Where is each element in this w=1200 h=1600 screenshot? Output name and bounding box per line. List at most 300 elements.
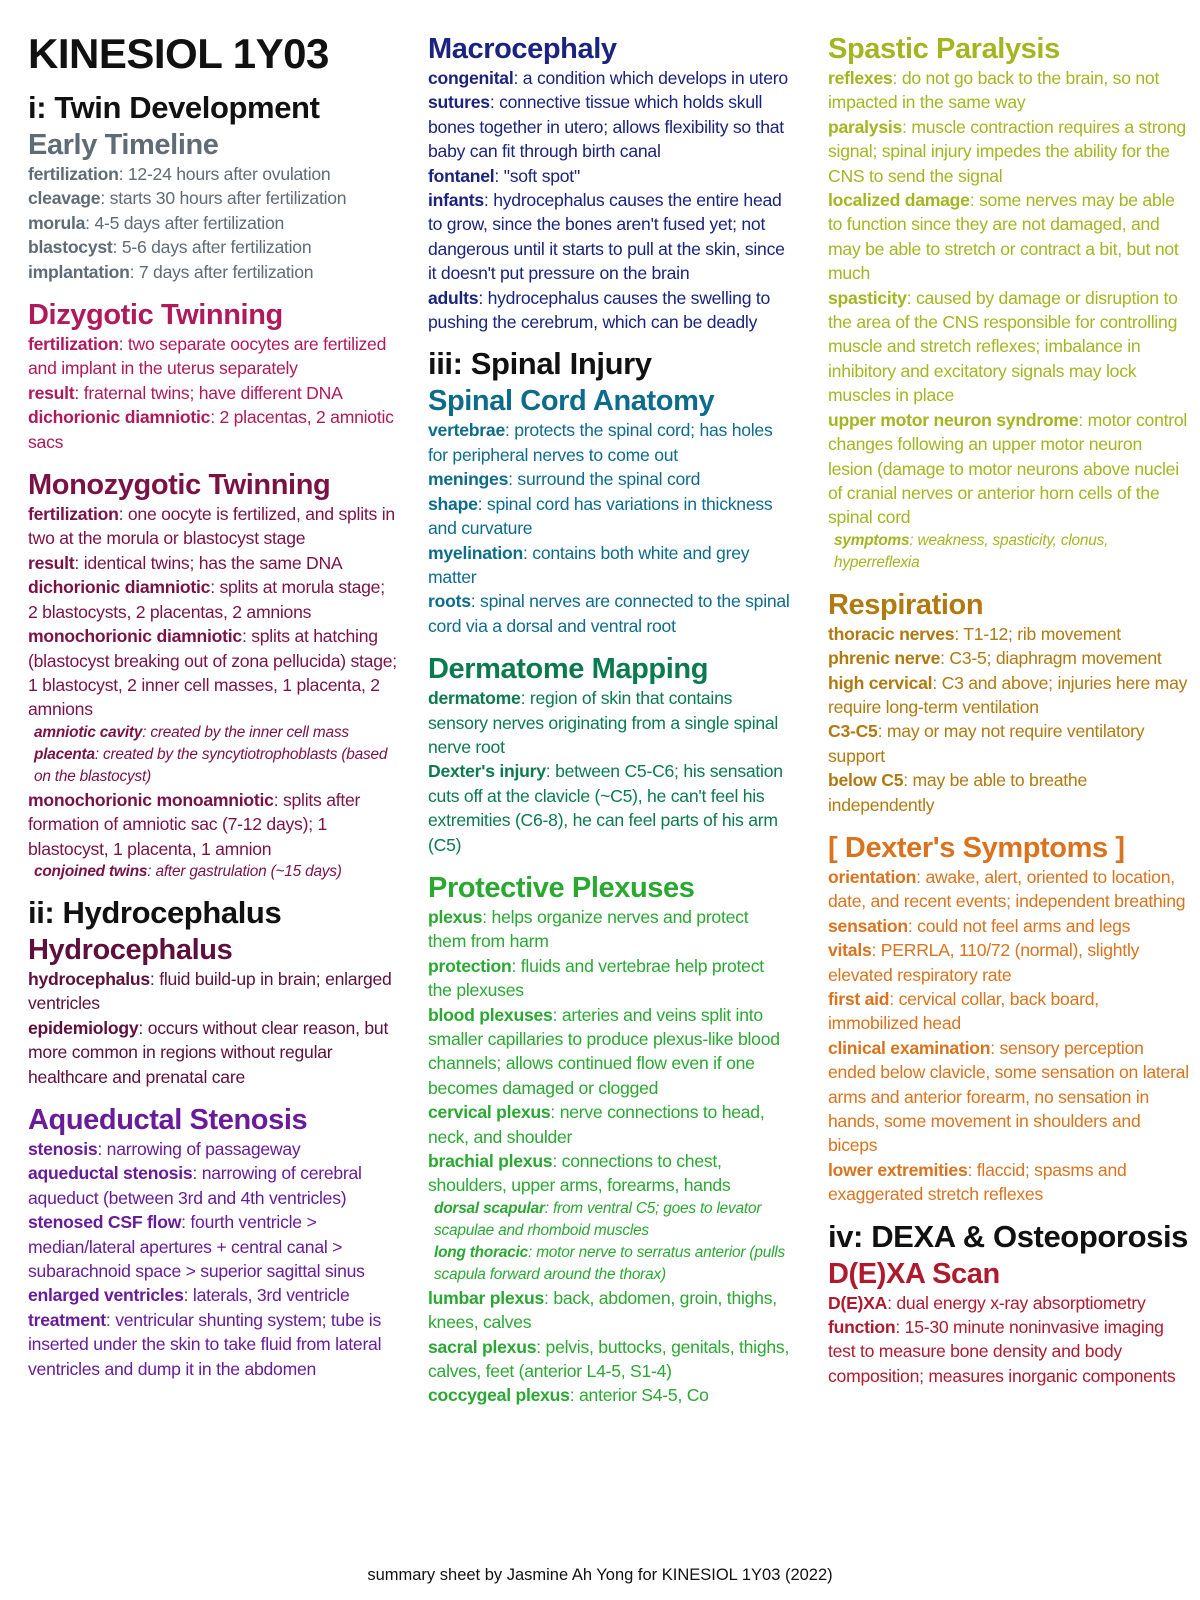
term-separator: : bbox=[482, 906, 492, 927]
term: sacral plexus bbox=[428, 1336, 537, 1357]
term: cervical plexus bbox=[428, 1102, 551, 1123]
term: orientation bbox=[828, 866, 917, 887]
section-early-timeline bbox=[28, 128, 398, 284]
column-1 bbox=[28, 30, 398, 1381]
definition: laterals, 3rd ventricle bbox=[192, 1285, 350, 1306]
term: coccygeal plexus bbox=[428, 1385, 570, 1406]
term-separator: : bbox=[892, 68, 902, 88]
term: fontanel bbox=[428, 165, 495, 186]
term: infants bbox=[428, 190, 484, 211]
term-separator: : bbox=[990, 1037, 1000, 1058]
term-separator: : bbox=[210, 407, 220, 428]
definition: splits after formation of amniotic sac (7-12 days); 1 blastocyst, 1 placenta, 1 amnion bbox=[28, 789, 361, 859]
term: function bbox=[828, 1317, 896, 1338]
term: dermatome bbox=[428, 688, 521, 709]
term: shape bbox=[428, 493, 478, 514]
term-separator: : bbox=[100, 188, 110, 209]
term-separator: : bbox=[954, 623, 964, 644]
term-entry bbox=[428, 418, 790, 467]
term: amniotic cavity bbox=[34, 723, 143, 741]
spacer bbox=[428, 857, 790, 869]
term-separator: : bbox=[489, 92, 500, 113]
part-heading: ii: Hydrocephalus bbox=[28, 894, 282, 930]
definition: "soft spot" bbox=[503, 165, 580, 186]
term-entry bbox=[428, 1149, 790, 1198]
term-entry bbox=[28, 788, 398, 861]
term: dichorionic diamniotic bbox=[28, 407, 211, 428]
term-entry bbox=[28, 211, 398, 235]
term: morula bbox=[28, 212, 86, 233]
term-separator: : bbox=[907, 915, 918, 936]
term-entry bbox=[828, 1158, 1190, 1207]
definition: created by the syncytiotrophoblasts (based on the blastocyst) bbox=[34, 745, 388, 785]
term-entry bbox=[828, 768, 1190, 817]
definition: identical twins; has the same DNA bbox=[83, 552, 343, 573]
term-separator: : bbox=[569, 1385, 579, 1406]
term-separator: : bbox=[1078, 409, 1088, 430]
definition: dual energy x-ray absorptiometry bbox=[896, 1292, 1146, 1313]
term-entry bbox=[828, 286, 1190, 408]
term-entry bbox=[428, 164, 790, 188]
term-separator: : bbox=[528, 1243, 537, 1261]
term-separator: : bbox=[504, 420, 515, 441]
term-entry bbox=[28, 551, 398, 575]
term-entry bbox=[828, 66, 1190, 115]
term-entry bbox=[428, 759, 790, 857]
term-separator: : bbox=[118, 164, 128, 184]
section-heading: Respiration bbox=[828, 588, 984, 621]
term-separator: : bbox=[940, 648, 950, 669]
term-separator: : bbox=[112, 237, 122, 258]
note-item bbox=[428, 1198, 790, 1242]
term-entry bbox=[28, 405, 398, 454]
definition: cervical collar, back board, immobilized head bbox=[828, 989, 1099, 1034]
term-separator: : bbox=[969, 190, 979, 211]
section-heading: Spinal Cord Anatomy bbox=[428, 385, 715, 418]
definition: created by the inner cell mass bbox=[150, 723, 349, 741]
document-title: KINESIOL 1Y03 bbox=[28, 30, 329, 77]
spacer bbox=[28, 454, 398, 466]
definition: pelvis, buttocks, genitals, thighs, calves, feet (anterior L4-5, S1-4) bbox=[428, 1336, 790, 1382]
spacer bbox=[828, 574, 1190, 586]
term-separator: : bbox=[97, 1138, 107, 1159]
definition: splits at hatching (blastocyst breaking out of zona pellucida) stage; 1 blastocyst, 2 inner cell masses, 1 placenta, 2 amnions bbox=[28, 626, 397, 720]
note-item bbox=[28, 861, 398, 883]
definition: 15-30 minute noninvasive imaging test to measure bone density and body composition; measures inorganic components bbox=[828, 1317, 1176, 1386]
term-entry bbox=[428, 90, 790, 163]
spacer bbox=[28, 883, 398, 895]
section-protective-plexuses bbox=[428, 871, 790, 1408]
term-separator: : bbox=[520, 688, 530, 709]
definition: narrowing of passageway bbox=[106, 1138, 301, 1159]
term-separator: : bbox=[967, 1159, 977, 1180]
term-entry bbox=[28, 1210, 398, 1283]
term-separator: : bbox=[74, 382, 84, 403]
term: spasticity bbox=[828, 287, 907, 308]
term: protection bbox=[428, 955, 512, 976]
section-spastic-paralysis bbox=[828, 32, 1190, 574]
definition: fluids and vertebrae help protect the plexuses bbox=[428, 955, 764, 1001]
term: result bbox=[28, 552, 75, 573]
definition: a condition which develops in utero bbox=[522, 68, 788, 88]
section-heading: Spastic Paralysis bbox=[828, 33, 1060, 65]
section-aqueductal-stenosis bbox=[28, 1103, 398, 1381]
definition: between C5-C6; his sensation cuts off at the clavicle (~C5), he can't feel his extremities (C6-8), he can feel parts of his arm (C5) bbox=[428, 761, 783, 855]
term: treatment bbox=[28, 1309, 106, 1330]
part-heading: iv: DEXA & Osteoporosis bbox=[828, 1218, 1188, 1254]
section-heading: [ Dexter's Symptoms ] bbox=[828, 831, 1125, 864]
term-entry bbox=[28, 1016, 398, 1089]
definition: sensory perception ended below clavicle, some sensation on lateral arms and anterior forearm, no sensation in hands, some movement in shoulders and biceps bbox=[828, 1037, 1189, 1156]
term: enlarged ventricles bbox=[28, 1285, 184, 1306]
definition: may or may not require ventilatory support bbox=[828, 721, 1145, 766]
term-separator: : bbox=[544, 1287, 554, 1308]
term: roots bbox=[428, 591, 471, 612]
definition: muscle contraction requires a strong signal; spinal injury impedes the ability for the CNS to send the signal bbox=[828, 116, 1186, 186]
term: conjoined twins bbox=[34, 862, 148, 880]
definition: awake, alert, oriented to location, date, and recent events; independent breathing bbox=[828, 866, 1186, 912]
term: meninges bbox=[428, 469, 509, 490]
term-separator: : bbox=[916, 866, 926, 887]
term-entry bbox=[28, 186, 398, 210]
term: below C5 bbox=[828, 770, 904, 791]
definition: some nerves may be able to function since they are not damaged, and may be able to stretch or contract a bit, but not much bbox=[828, 190, 1179, 284]
term-entry bbox=[828, 188, 1190, 286]
definition: anterior S4-5, Co bbox=[579, 1385, 709, 1406]
section-dizygotic-twinning bbox=[28, 298, 398, 454]
term-entry bbox=[828, 408, 1190, 530]
term-separator: : bbox=[887, 1292, 897, 1313]
term-entry bbox=[828, 1315, 1190, 1388]
definition: hydrocephalus causes the entire head to grow, since the bones aren't fused yet; not dangerous until it starts to pull at the skin, since it doesn't put pressure on the brain bbox=[428, 190, 785, 284]
part-heading: i: Twin Development bbox=[28, 90, 320, 125]
term-separator: : bbox=[513, 68, 523, 88]
term: first aid bbox=[828, 989, 890, 1009]
section-heading: Dermatome Mapping bbox=[428, 653, 709, 686]
definition: C3-5; diaphragm movement bbox=[949, 648, 1162, 669]
term: sensation bbox=[828, 915, 908, 936]
spacer bbox=[428, 334, 790, 346]
term-separator: : bbox=[129, 261, 139, 282]
note-item bbox=[828, 530, 1190, 574]
section-hydrocephalus bbox=[28, 933, 398, 1089]
section-heading: Dizygotic Twinning bbox=[28, 299, 283, 332]
term-separator: : bbox=[74, 552, 84, 573]
definition: back, abdomen, groin, thighs, knees, calves bbox=[428, 1287, 777, 1333]
section-monozygotic-twinning bbox=[28, 468, 398, 883]
term: Dexter's injury bbox=[428, 761, 546, 782]
definition: fraternal twins; have different DNA bbox=[83, 382, 343, 403]
term-entry bbox=[428, 467, 790, 491]
term-entry bbox=[28, 502, 398, 551]
definition: PERRLA, 110/72 (normal), slightly elevated respiratory rate bbox=[828, 940, 1140, 985]
term: myelination bbox=[428, 542, 524, 563]
term: aqueductal stenosis bbox=[28, 1163, 193, 1184]
term-separator: : bbox=[241, 626, 252, 647]
term-separator: : bbox=[149, 968, 160, 989]
term-entry bbox=[828, 115, 1190, 188]
definition: region of skin that contains sensory nerves originating from a single spinal nerve root bbox=[428, 688, 779, 757]
term-entry bbox=[28, 575, 398, 624]
definition: spinal nerves are connected to the spinal cord via a dorsal and ventral root bbox=[428, 591, 790, 636]
term: lumbar plexus bbox=[428, 1287, 545, 1308]
term-entry bbox=[828, 622, 1190, 646]
definition: 12-24 hours after ovulation bbox=[127, 164, 331, 184]
term-separator: : bbox=[183, 1285, 193, 1306]
definition: T1-12; rib movement bbox=[963, 623, 1121, 644]
section-heading: Hydrocephalus bbox=[28, 933, 233, 966]
term-separator: : bbox=[877, 721, 887, 742]
term: thoracic nerves bbox=[828, 623, 955, 644]
term-separator: : bbox=[523, 542, 533, 563]
term-entry bbox=[28, 260, 398, 284]
term-separator: : bbox=[483, 190, 494, 211]
term-entry bbox=[28, 967, 398, 1016]
term: C3-C5 bbox=[828, 721, 878, 742]
definition: spinal cord has variations in thickness and curvature bbox=[428, 493, 773, 539]
definition: flaccid; spasms and exaggerated stretch reflexes bbox=[828, 1159, 1127, 1205]
term-separator: : bbox=[550, 1102, 560, 1123]
term-separator: : bbox=[889, 989, 899, 1009]
term-entry bbox=[828, 1291, 1190, 1315]
definition: 7 days after fertilization bbox=[138, 261, 314, 282]
section-heading: Monozygotic Twinning bbox=[28, 469, 331, 502]
definition: ventricular shunting system; tube is inserted under the skin to take fluid from lateral ventricles and dump it in the abdomen bbox=[28, 1309, 382, 1379]
term: phrenic nerve bbox=[828, 648, 941, 669]
term-entry bbox=[428, 1335, 790, 1384]
term: blood plexuses bbox=[428, 1004, 553, 1025]
term-separator: : bbox=[895, 1317, 905, 1338]
term: localized damage bbox=[828, 190, 970, 211]
term: congenital bbox=[428, 68, 514, 88]
section-heading: Aqueductal Stenosis bbox=[28, 1103, 308, 1136]
term-separator: : bbox=[478, 287, 488, 308]
term-entry bbox=[428, 286, 790, 335]
term: sutures bbox=[428, 92, 490, 113]
term-entry bbox=[828, 914, 1190, 938]
section-heading: Macrocephaly bbox=[428, 33, 617, 65]
term-separator: : bbox=[909, 531, 918, 549]
definition: 5-6 days after fertilization bbox=[121, 237, 312, 258]
term: placenta bbox=[34, 745, 95, 763]
term-separator: : bbox=[932, 672, 942, 693]
section-macrocephaly bbox=[428, 32, 790, 334]
term-separator: : bbox=[85, 212, 95, 233]
term-separator: : bbox=[273, 789, 283, 810]
term-separator: : bbox=[147, 862, 156, 880]
definition: occurs without clear reason, but more common in regions without regular healthcare and prenatal care bbox=[28, 1017, 389, 1087]
term: blastocyst bbox=[28, 237, 113, 258]
term: vitals bbox=[828, 940, 872, 961]
definition: helps organize nerves and protect them from harm bbox=[428, 906, 749, 952]
definition: splits at morula stage; 2 blastocysts, 2 placentas, 2 amnions bbox=[28, 577, 385, 622]
term: clinical examination bbox=[828, 1037, 991, 1058]
term-separator: : bbox=[118, 504, 128, 525]
term: plexus bbox=[428, 906, 483, 927]
definition: caused by damage or disruption to the area of the CNS responsible for controlling muscle and stretch reflexes; imbalance in inhibitory and excitatory signals may lock muscles in place bbox=[828, 287, 1178, 406]
term-entry bbox=[428, 188, 790, 286]
term-entry bbox=[428, 954, 790, 1003]
term-entry bbox=[428, 686, 790, 759]
definition: 2 placentas, 2 amniotic sacs bbox=[28, 407, 394, 452]
term-entry bbox=[428, 1383, 790, 1407]
definition: 4-5 days after fertilization bbox=[94, 212, 285, 233]
term-entry bbox=[28, 624, 398, 722]
term-entry bbox=[428, 1286, 790, 1335]
term: fertilization bbox=[28, 334, 119, 355]
term-separator: : bbox=[142, 723, 151, 741]
term-separator: : bbox=[138, 1017, 148, 1038]
section-respiration bbox=[828, 588, 1190, 817]
definition: could not feel arms and legs bbox=[917, 915, 1131, 936]
term-separator: : bbox=[118, 334, 128, 355]
term: upper motor neuron syndrome bbox=[828, 409, 1079, 430]
term-separator: : bbox=[902, 116, 912, 137]
term-entry bbox=[428, 1003, 790, 1101]
term: monochorionic monoamniotic bbox=[28, 789, 274, 810]
definition: one oocyte is fertilized, and splits in two at the morula or blastocyst stage bbox=[28, 504, 395, 549]
column-2 bbox=[428, 30, 790, 1408]
section-dermatome-mapping bbox=[428, 652, 790, 857]
term: high cervical bbox=[828, 672, 933, 693]
term-separator: : bbox=[544, 1199, 553, 1217]
spacer bbox=[428, 638, 790, 650]
term: brachial plexus bbox=[428, 1151, 553, 1172]
term: dorsal scapular bbox=[434, 1199, 545, 1217]
term-separator: : bbox=[903, 770, 913, 791]
note-item bbox=[28, 744, 398, 788]
term: adults bbox=[428, 287, 479, 308]
part-heading: iii: Spinal Injury bbox=[428, 346, 652, 382]
definition: arteries and veins split into smaller capillaries to produce plexus-like blood channels; allows continued flow even if one becomes damaged or clogged bbox=[428, 1004, 780, 1098]
term-entry bbox=[828, 938, 1190, 987]
term-separator: : bbox=[545, 761, 556, 782]
definition: after gastrulation (~15 days) bbox=[155, 862, 342, 880]
definition: fluid build-up in brain; enlarged ventricles bbox=[28, 968, 392, 1014]
term-entry bbox=[28, 1137, 398, 1161]
term-entry bbox=[428, 66, 790, 90]
term-entry bbox=[28, 162, 398, 186]
definition: hydrocephalus causes the swelling to pushing the cerebrum, which can be deadly bbox=[428, 287, 771, 333]
term: symptoms bbox=[834, 531, 910, 549]
term-entry bbox=[428, 589, 790, 638]
definition: from ventral C5; goes to levator scapulae and rhomboid muscles bbox=[434, 1199, 762, 1239]
note-item bbox=[28, 722, 398, 744]
definition: contains both white and grey matter bbox=[428, 542, 750, 587]
section-heading: D(E)XA Scan bbox=[828, 1257, 1000, 1290]
term: fertilization bbox=[28, 164, 119, 184]
definition: nerve connections to head, neck, and shoulder bbox=[428, 1102, 765, 1147]
term-entry bbox=[28, 1161, 398, 1210]
definition: narrowing of cerebral aqueduct (between 3rd and 4th ventricles) bbox=[28, 1163, 362, 1208]
term: vertebrae bbox=[428, 420, 505, 441]
definition: may be able to breathe independently bbox=[828, 770, 1087, 815]
definition: motor control changes following an upper motor neuron lesion (damage to motor neurons above nuclei of cranial nerves or anterior horn cells of the spinal cord bbox=[828, 409, 1188, 528]
term: reflexes bbox=[828, 68, 893, 88]
term-separator: : bbox=[494, 165, 504, 186]
section-dexter-s-symptoms bbox=[828, 831, 1190, 1207]
term: epidemiology bbox=[28, 1017, 139, 1038]
definition: do not go back to the brain, so not impacted in the same way bbox=[828, 68, 1160, 113]
term-entry bbox=[28, 332, 398, 381]
term-separator: : bbox=[511, 955, 521, 976]
term-separator: : bbox=[536, 1336, 546, 1357]
term: D(E)XA bbox=[828, 1292, 888, 1313]
term-entry bbox=[828, 671, 1190, 720]
definition: connective tissue which holds skull bones together in utero; allows flexibility so that baby can fit through birth canal bbox=[428, 92, 784, 162]
term: cleavage bbox=[28, 188, 101, 209]
definition: starts 30 hours after fertilization bbox=[109, 188, 347, 209]
spacer bbox=[828, 817, 1190, 829]
spacer bbox=[28, 284, 398, 296]
term-separator: : bbox=[105, 1309, 116, 1330]
term: dichorionic diamniotic bbox=[28, 577, 211, 598]
spacer bbox=[828, 1207, 1190, 1219]
term-entry bbox=[28, 381, 398, 405]
term-entry bbox=[828, 719, 1190, 768]
definition: two separate oocytes are fertilized and implant in the uterus separately bbox=[28, 334, 387, 379]
term-separator: : bbox=[181, 1212, 191, 1233]
term: paralysis bbox=[828, 116, 903, 137]
term-entry bbox=[828, 865, 1190, 914]
section-spinal-cord-anatomy bbox=[428, 384, 790, 638]
term: hydrocephalus bbox=[28, 968, 150, 989]
term: stenosis bbox=[28, 1138, 98, 1159]
spacer bbox=[28, 1089, 398, 1101]
term-separator: : bbox=[477, 493, 487, 514]
term-separator: : bbox=[470, 591, 481, 612]
term-entry bbox=[828, 646, 1190, 670]
term-entry bbox=[828, 987, 1190, 1036]
definition: surround the spinal cord bbox=[517, 469, 701, 490]
term-separator: : bbox=[508, 469, 518, 490]
term-entry bbox=[28, 1308, 398, 1381]
term-entry bbox=[828, 1036, 1190, 1158]
term-entry bbox=[28, 1283, 398, 1307]
definition: protects the spinal cord; has holes for peripheral nerves to come out bbox=[428, 420, 773, 465]
term: stenosed CSF flow bbox=[28, 1212, 182, 1233]
footer-credit: summary sheet by Jasmine Ah Yong for KINESIOL 1Y03 (2022) bbox=[367, 1566, 833, 1584]
section-heading: Early Timeline bbox=[28, 129, 219, 161]
term: fertilization bbox=[28, 504, 119, 525]
term: lower extremities bbox=[828, 1159, 968, 1180]
note-item bbox=[428, 1242, 790, 1286]
term-entry bbox=[428, 905, 790, 954]
term: monochorionic diamniotic bbox=[28, 626, 242, 647]
definition: fourth ventricle > median/lateral apertures + central canal > subarachnoid space > superior sagittal sinus bbox=[28, 1212, 365, 1281]
term-entry bbox=[428, 541, 790, 590]
spacer bbox=[28, 78, 398, 90]
definition: motor nerve to serratus anterior (pulls scapula forward around the thorax) bbox=[434, 1243, 786, 1283]
section-heading: Protective Plexuses bbox=[428, 871, 695, 904]
term-separator: : bbox=[871, 940, 881, 961]
term-separator: : bbox=[94, 745, 103, 763]
term-separator: : bbox=[210, 577, 220, 598]
term-entry bbox=[428, 492, 790, 541]
term-separator: : bbox=[906, 287, 916, 308]
term-separator: : bbox=[552, 1004, 562, 1025]
definition: weakness, spasticity, clonus, hyperreflexia bbox=[834, 531, 1109, 571]
term: long thoracic bbox=[434, 1243, 529, 1261]
term-separator: : bbox=[192, 1163, 202, 1184]
definition: C3 and above; injuries here may require long-term ventilation bbox=[828, 672, 1188, 717]
term-entry bbox=[28, 235, 398, 259]
term-entry bbox=[428, 1100, 790, 1149]
term: result bbox=[28, 382, 75, 403]
definition: connections to chest, shoulders, upper arms, forearms, hands bbox=[428, 1151, 731, 1196]
column-3 bbox=[828, 30, 1190, 1388]
section-d-e-xa-scan bbox=[828, 1257, 1190, 1389]
